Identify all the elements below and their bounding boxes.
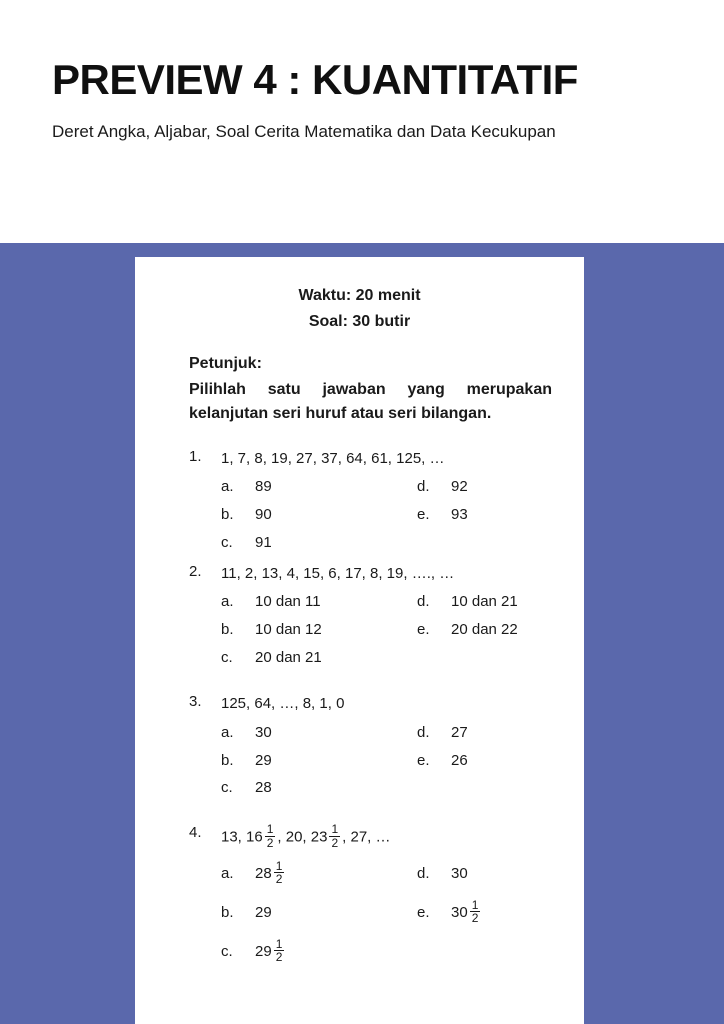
question-count-label: Soal: 30 butir [308, 313, 411, 331]
option-key: c. [221, 648, 233, 666]
question-item [189, 563, 558, 672]
question-text [221, 824, 558, 851]
option-b[interactable] [221, 747, 417, 775]
question-number: 1. [189, 447, 202, 465]
option-d[interactable] [417, 588, 518, 616]
instructions-block [161, 352, 558, 426]
option-c[interactable] [221, 774, 417, 802]
option-a[interactable] [221, 854, 417, 893]
instructions-title: Petunjuk: [189, 354, 262, 372]
question-text-part: , 27, … [342, 828, 391, 846]
page-subtitle: Deret Angka, Aljabar, Soal Cerita Matematika dan Data Kecukupan [52, 122, 556, 142]
option-a[interactable] [221, 473, 417, 501]
option-key: d. [417, 723, 430, 741]
option-value: 26 [451, 751, 468, 769]
fraction [274, 860, 285, 887]
option-value: 10 dan 12 [255, 620, 322, 638]
question-number: 2. [189, 562, 202, 580]
question-item [189, 824, 558, 971]
option-value: 28 [255, 779, 272, 797]
option-key: a. [221, 593, 234, 611]
option-value: 30 [255, 723, 272, 741]
sheet-header [161, 283, 558, 336]
option-a[interactable] [221, 588, 417, 616]
fraction-numerator: 1 [266, 822, 274, 837]
question-text: 1, 7, 8, 19, 27, 37, 64, 61, 125, … [221, 449, 445, 467]
option-c[interactable] [221, 932, 417, 971]
fraction-denominator: 2 [275, 872, 283, 887]
option-key: e. [417, 620, 430, 638]
fraction-denominator: 2 [266, 835, 274, 850]
question-text: 11, 2, 13, 4, 15, 6, 17, 8, 19, …., … [221, 564, 455, 582]
fraction-denominator: 2 [471, 911, 479, 926]
option-value: 92 [451, 478, 468, 496]
option-value: 93 [451, 506, 468, 524]
question-text: 125, 64, …, 8, 1, 0 [221, 695, 345, 713]
fraction-numerator: 1 [471, 897, 479, 912]
question-text-part: , 20, 23 [277, 828, 328, 846]
option-b[interactable] [221, 616, 417, 644]
option-value [255, 932, 286, 971]
option-key: b. [221, 751, 234, 769]
fraction [470, 899, 481, 926]
fraction-denominator: 2 [331, 835, 339, 850]
option-b[interactable] [221, 893, 417, 932]
option-d[interactable] [417, 473, 468, 501]
option-group [189, 854, 558, 971]
question-item [189, 448, 558, 557]
option-key: b. [221, 903, 234, 921]
fraction-numerator: 1 [275, 858, 283, 873]
option-e[interactable] [417, 501, 468, 529]
fraction-numerator: 1 [331, 822, 339, 837]
option-value: 30 [451, 864, 468, 882]
option-key: c. [221, 942, 233, 960]
fraction-denominator: 2 [275, 950, 283, 965]
option-key: c. [221, 779, 233, 797]
question-item [189, 693, 558, 802]
option-d[interactable] [417, 854, 468, 893]
time-label: Waktu: 20 menit [298, 287, 421, 304]
option-value: 91 [255, 533, 272, 551]
fraction [274, 938, 285, 965]
option-key: b. [221, 506, 234, 524]
option-key: a. [221, 723, 234, 741]
option-value: 20 dan 22 [451, 620, 518, 638]
option-value: 29 [255, 903, 272, 921]
option-value: 10 dan 11 [255, 593, 321, 611]
option-key: e. [417, 903, 430, 921]
option-a[interactable] [221, 719, 417, 747]
option-e[interactable] [417, 747, 468, 775]
option-e[interactable] [417, 616, 518, 644]
option-key: a. [221, 864, 234, 882]
page-title: PREVIEW 4 : KUANTITATIF [52, 56, 578, 103]
option-value: 89 [255, 478, 272, 496]
option-value: 10 dan 21 [451, 593, 518, 611]
fraction [265, 823, 276, 850]
option-integer: 28 [255, 864, 272, 882]
option-key: e. [417, 751, 430, 769]
option-integer: 30 [451, 903, 468, 921]
option-group [189, 473, 558, 556]
option-key: a. [221, 478, 234, 496]
question-text-part: 13, 16 [221, 828, 263, 846]
option-key: d. [417, 864, 430, 882]
option-key: e. [417, 506, 430, 524]
option-value: 27 [451, 723, 468, 741]
fraction-numerator: 1 [275, 936, 283, 951]
exam-sheet [135, 257, 584, 1024]
option-e[interactable] [417, 893, 482, 932]
option-value: 90 [255, 506, 272, 524]
option-value [255, 854, 286, 893]
option-d[interactable] [417, 719, 468, 747]
questions-list [161, 448, 558, 971]
question-number: 4. [189, 824, 202, 842]
option-key: c. [221, 533, 233, 551]
option-key: d. [417, 478, 430, 496]
option-key: b. [221, 620, 234, 638]
option-b[interactable] [221, 501, 417, 529]
option-value: 20 dan 21 [255, 648, 322, 666]
option-c[interactable] [221, 644, 417, 672]
option-group [189, 588, 558, 671]
fraction [329, 823, 340, 850]
document-header [0, 0, 724, 243]
option-group [189, 719, 558, 802]
option-key: d. [417, 593, 430, 611]
option-c[interactable] [221, 529, 417, 557]
option-value [451, 893, 482, 932]
option-value: 29 [255, 751, 272, 769]
question-number: 3. [189, 693, 202, 711]
instructions-body: Pilihlah satu jawaban yang merupakan kelanjutan seri huruf atau seri bilangan. [189, 380, 552, 422]
option-integer: 29 [255, 942, 272, 960]
